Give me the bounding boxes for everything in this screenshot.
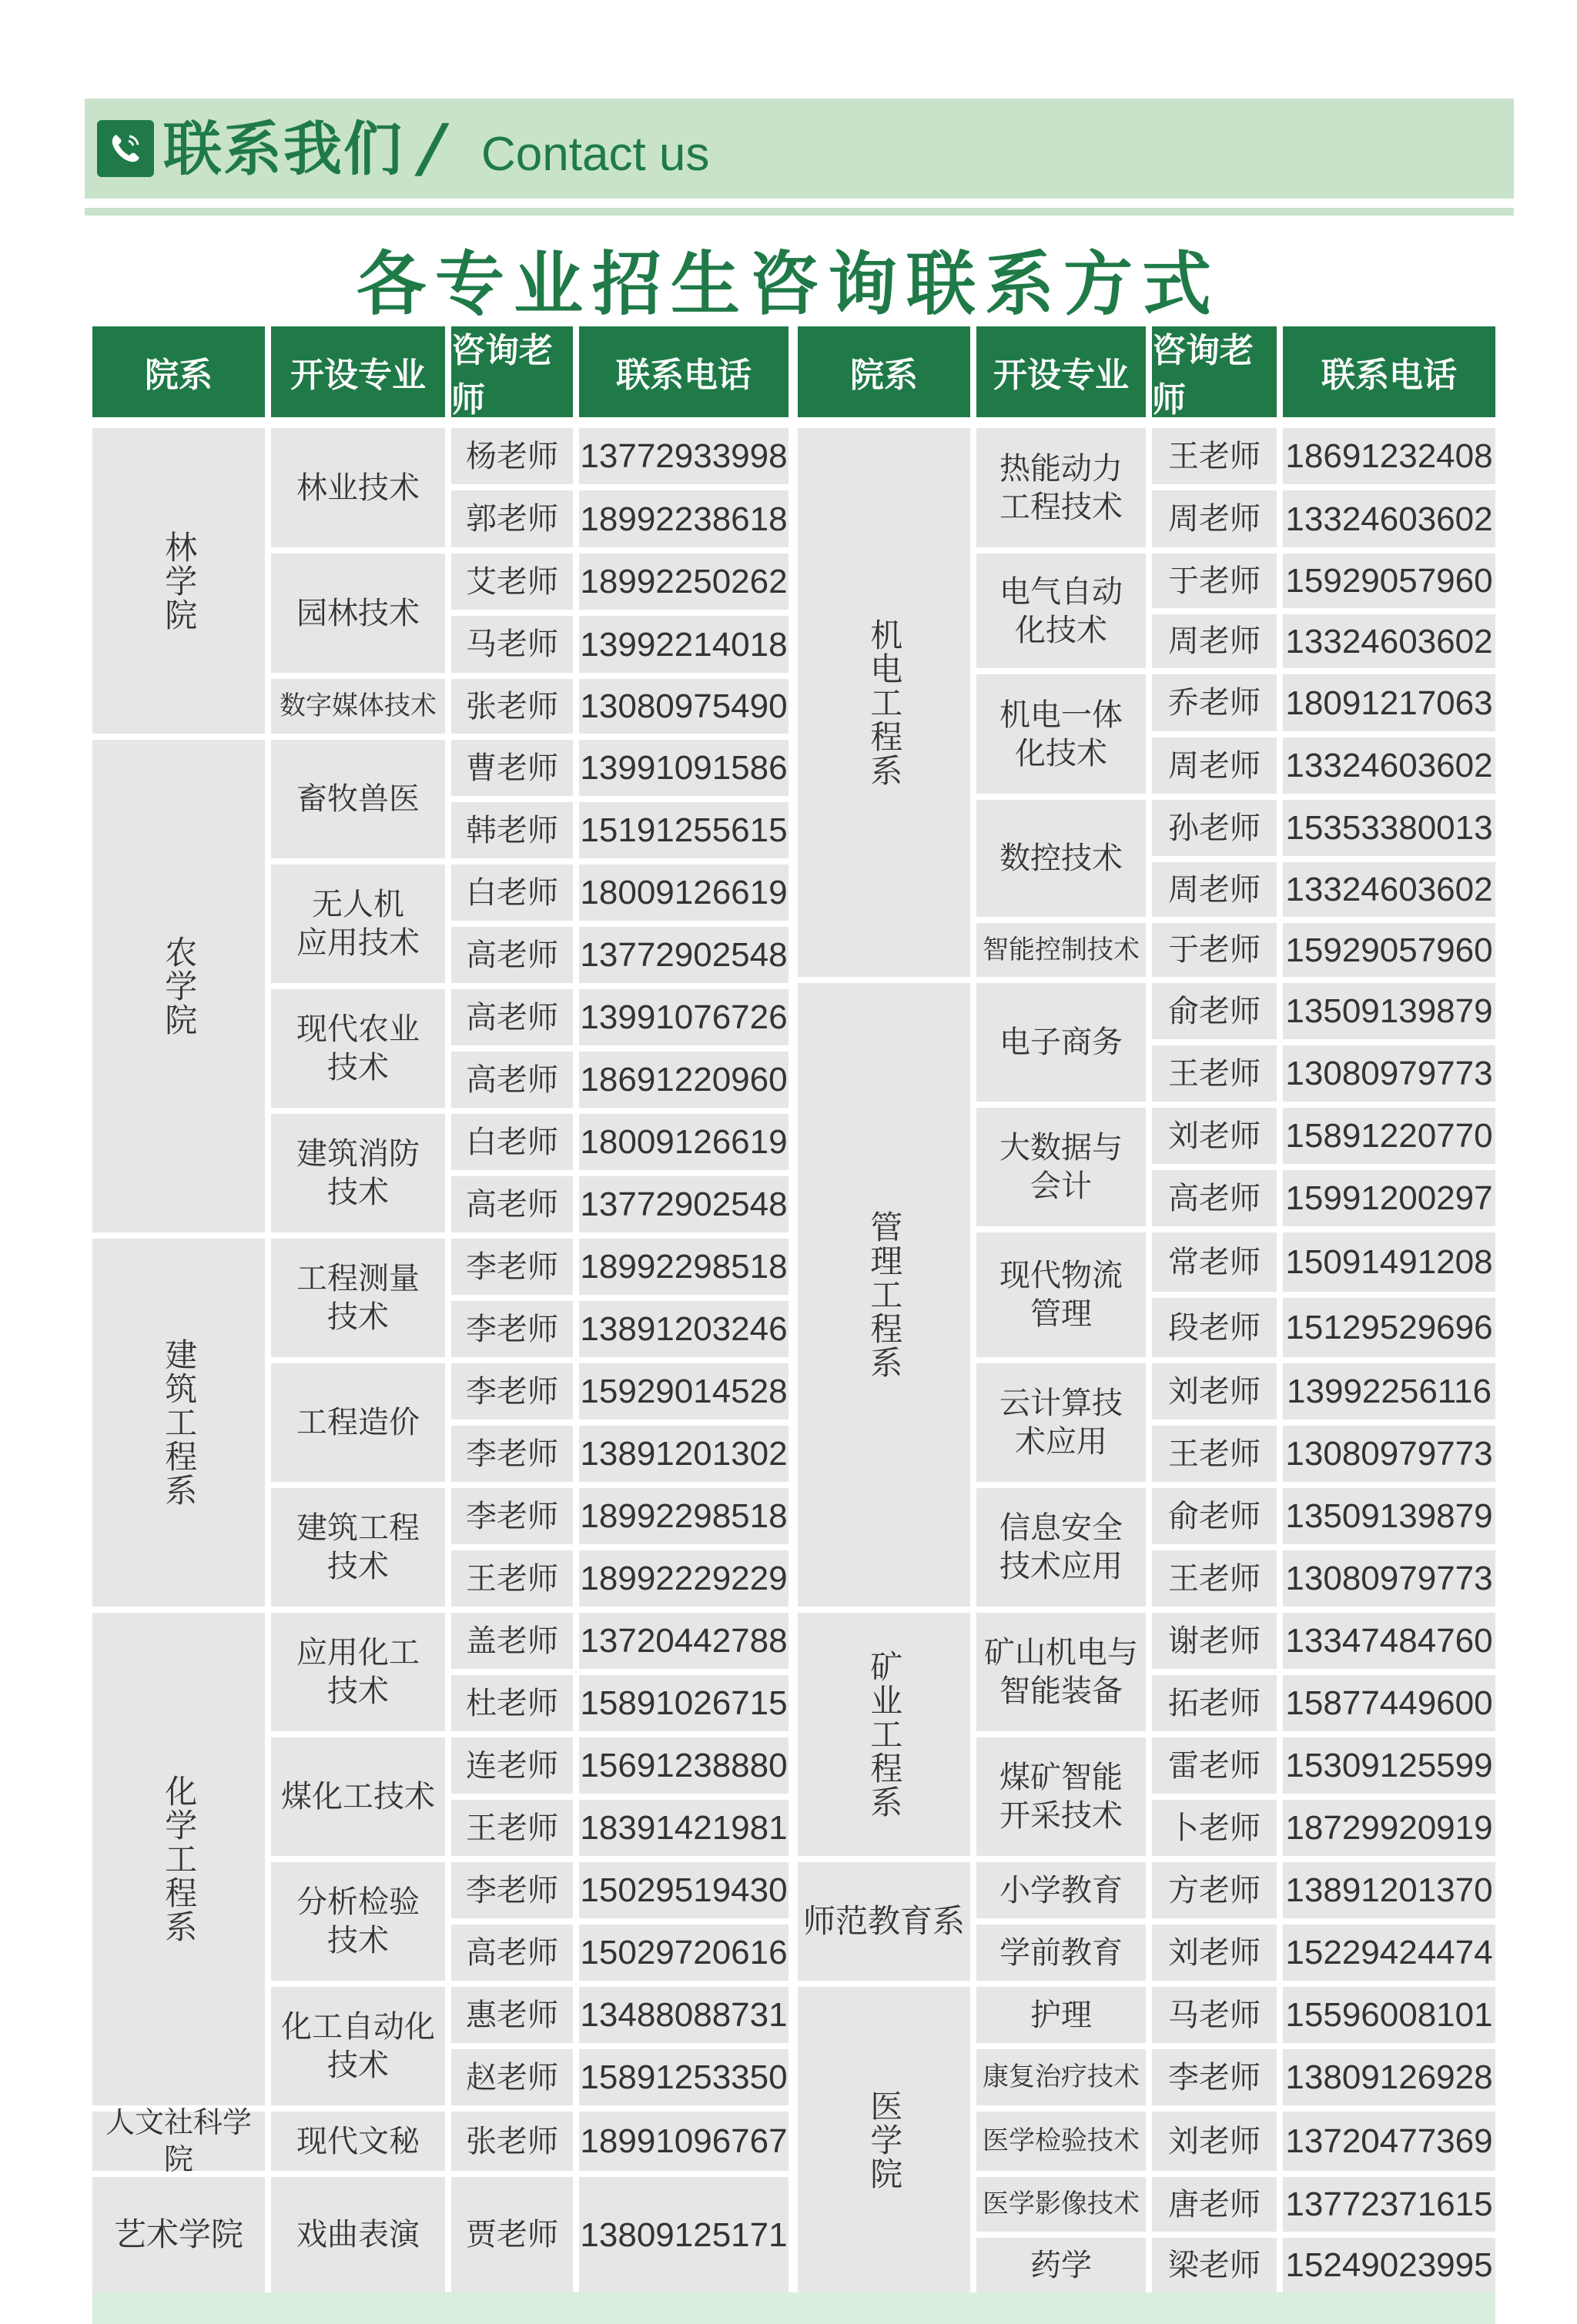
phone-cell[interactable]: 15229424474 [1283, 1924, 1495, 1981]
phone-cell[interactable]: 13080975490 [579, 679, 788, 734]
teacher-cell: 高老师 [451, 1176, 573, 1232]
phone-cell[interactable]: 13891201370 [1283, 1862, 1495, 1918]
teacher-cell: 韩老师 [451, 802, 573, 858]
phone-cell[interactable]: 13080979773 [1283, 1045, 1495, 1102]
teacher-cell: 孙老师 [1152, 800, 1277, 856]
teacher-cell: 雷老师 [1152, 1737, 1277, 1794]
teacher-cell: 马老师 [451, 616, 573, 673]
teacher-cell: 乔老师 [1152, 674, 1277, 731]
teacher-cell: 王老师 [1152, 1045, 1277, 1102]
phone-cell[interactable]: 15029519430 [579, 1862, 788, 1918]
teacher-cell: 赵老师 [451, 2049, 573, 2105]
teacher-cell: 方老师 [1152, 1862, 1277, 1918]
phone-cell[interactable]: 15691238880 [579, 1737, 788, 1794]
major-cell: 矿山机电与 智能装备 [976, 1613, 1146, 1731]
banner-divider [85, 208, 1514, 216]
phone-cell[interactable]: 13488088731 [579, 1987, 788, 2043]
phone-cell[interactable]: 15353380013 [1283, 800, 1495, 856]
major-cell: 热能动力 工程技术 [976, 428, 1146, 547]
department-cell: 林学院 [92, 428, 265, 734]
major-cell: 数控技术 [976, 800, 1146, 917]
phone-cell[interactable]: 15091491208 [1283, 1232, 1495, 1292]
phone-cell[interactable]: 18992298518 [579, 1239, 788, 1295]
phone-cell[interactable]: 13891201302 [579, 1426, 788, 1482]
header-major: 开设专业 [271, 326, 445, 417]
major-cell: 护理 [976, 1987, 1146, 2043]
phone-cell[interactable]: 13809125171 [579, 2177, 788, 2292]
teacher-cell: 贾老师 [451, 2177, 573, 2292]
teacher-cell: 周老师 [1152, 614, 1277, 668]
major-cell: 戏曲表演 [271, 2177, 445, 2292]
teacher-cell: 曹老师 [451, 740, 573, 796]
teacher-cell: 周老师 [1152, 737, 1277, 794]
phone-cell[interactable]: 13772371615 [1283, 2177, 1495, 2232]
phone-cell[interactable]: 15891220770 [1283, 1108, 1495, 1164]
department-cell: 师范教育系 [798, 1862, 970, 1981]
major-cell: 现代物流 管理 [976, 1232, 1146, 1357]
major-cell: 林业技术 [271, 428, 445, 547]
major-cell: 数字媒体技术 [271, 679, 445, 734]
phone-cell[interactable]: 13720442788 [579, 1613, 788, 1669]
major-cell: 电子商务 [976, 983, 1146, 1102]
phone-cell[interactable]: 13324603602 [1283, 490, 1495, 547]
major-cell: 大数据与 会计 [976, 1108, 1146, 1226]
phone-cell[interactable]: 15029720616 [579, 1924, 788, 1981]
major-cell: 学前教育 [976, 1924, 1146, 1981]
phone-cell[interactable]: 18992298518 [579, 1488, 788, 1544]
phone-cell[interactable]: 13509139879 [1283, 983, 1495, 1039]
header-department: 院系 [92, 326, 265, 417]
major-cell: 小学教育 [976, 1862, 1146, 1918]
teacher-cell: 王老师 [451, 1550, 573, 1607]
phone-cell[interactable]: 13772902548 [579, 1176, 788, 1232]
teacher-cell: 刘老师 [1152, 1924, 1277, 1981]
major-cell: 煤矿智能 开采技术 [976, 1737, 1146, 1856]
teacher-cell: 郭老师 [451, 490, 573, 547]
department-cell: 矿业工程系 [798, 1613, 970, 1856]
phone-cell[interactable]: 15929057960 [1283, 923, 1495, 977]
teacher-cell: 李老师 [1152, 2049, 1277, 2105]
department-cell: 医学院 [798, 1987, 970, 2292]
teacher-cell: 高老师 [451, 1052, 573, 1108]
phone-icon [97, 120, 154, 177]
teacher-cell: 李老师 [451, 1862, 573, 1918]
teacher-cell: 高老师 [451, 927, 573, 983]
teacher-cell: 李老师 [451, 1301, 573, 1357]
banner-title-cn: 联系我们 [163, 115, 403, 183]
phone-cell[interactable]: 13080979773 [1283, 1550, 1495, 1607]
major-cell: 现代农业 技术 [271, 989, 445, 1108]
teacher-cell: 王老师 [1152, 1550, 1277, 1607]
header-phone: 联系电话 [579, 326, 788, 417]
teacher-cell: 拓老师 [1152, 1675, 1277, 1731]
phone-cell[interactable]: 15877449600 [1283, 1675, 1495, 1731]
phone-cell[interactable]: 13720477369 [1283, 2112, 1495, 2171]
phone-cell[interactable]: 13992256116 [1283, 1363, 1495, 1419]
phone-cell[interactable]: 15991200297 [1283, 1170, 1495, 1226]
phone-cell[interactable]: 15129529696 [1283, 1298, 1495, 1357]
header-teacher: 咨询老师 [1152, 326, 1277, 417]
teacher-cell: 王老师 [1152, 428, 1277, 484]
phone-cell[interactable]: 15891026715 [579, 1675, 788, 1731]
header-teacher: 咨询老师 [451, 326, 573, 417]
teacher-cell: 惠老师 [451, 1987, 573, 2043]
teacher-cell: 白老师 [451, 864, 573, 921]
banner-title-en: Contact us [481, 128, 710, 181]
phone-cell[interactable]: 13509139879 [1283, 1488, 1495, 1544]
phone-cell[interactable]: 15309125599 [1283, 1737, 1495, 1794]
phone-cell[interactable]: 18991096767 [579, 2112, 788, 2171]
teacher-cell: 高老师 [1152, 1170, 1277, 1226]
teacher-cell: 李老师 [451, 1363, 573, 1419]
teacher-cell: 李老师 [451, 1488, 573, 1544]
major-cell: 建筑工程 技术 [271, 1488, 445, 1607]
phone-cell[interactable]: 15596008101 [1283, 1987, 1495, 2043]
department-cell: 农学院 [92, 740, 265, 1232]
major-cell: 应用化工 技术 [271, 1613, 445, 1731]
header-department: 院系 [798, 326, 970, 417]
teacher-cell: 高老师 [451, 1924, 573, 1981]
teacher-cell: 艾老师 [451, 553, 573, 610]
department-cell: 建筑工程系 [92, 1239, 265, 1607]
phone-cell[interactable]: 18992229229 [579, 1550, 788, 1607]
phone-cell[interactable]: 13992214018 [579, 616, 788, 673]
teacher-cell: 高老师 [451, 989, 573, 1045]
phone-cell[interactable]: 18992250262 [579, 553, 788, 610]
teacher-cell: 白老师 [451, 1114, 573, 1170]
teacher-cell: 刘老师 [1152, 2112, 1277, 2171]
major-cell: 云计算技 术应用 [976, 1363, 1146, 1482]
department-cell: 人文社科学院 [92, 2112, 265, 2171]
phone-cell[interactable]: 15191255615 [579, 802, 788, 858]
teacher-cell: 王老师 [1152, 1426, 1277, 1482]
teacher-cell: 常老师 [1152, 1232, 1277, 1292]
teacher-cell: 于老师 [1152, 553, 1277, 608]
header-phone: 联系电话 [1283, 326, 1495, 417]
phone-cell[interactable]: 18691220960 [579, 1052, 788, 1108]
phone-cell[interactable]: 13991091586 [579, 740, 788, 796]
header-major: 开设专业 [976, 326, 1146, 417]
phone-cell[interactable]: 18091217063 [1283, 674, 1495, 731]
teacher-cell: 梁老师 [1152, 2238, 1277, 2292]
phone-cell[interactable]: 13324603602 [1283, 862, 1495, 917]
major-cell: 化工自动化 技术 [271, 1987, 445, 2105]
major-cell: 分析检验 技术 [271, 1862, 445, 1981]
teacher-cell: 唐老师 [1152, 2177, 1277, 2232]
phone-cell[interactable]: 18729920919 [1283, 1800, 1495, 1856]
teacher-cell: 刘老师 [1152, 1108, 1277, 1164]
teacher-cell: 谢老师 [1152, 1613, 1277, 1669]
major-cell: 工程测量 技术 [271, 1239, 445, 1357]
phone-cell[interactable]: 13891203246 [579, 1301, 788, 1357]
phone-cell[interactable]: 18691232408 [1283, 428, 1495, 484]
teacher-cell: 连老师 [451, 1737, 573, 1794]
phone-cell[interactable]: 13324603602 [1283, 737, 1495, 794]
department-cell: 管理工程系 [798, 983, 970, 1607]
major-cell: 园林技术 [271, 553, 445, 673]
teacher-cell: 段老师 [1152, 1298, 1277, 1357]
major-cell: 现代文秘 [271, 2112, 445, 2171]
teacher-cell: 于老师 [1152, 923, 1277, 977]
teacher-cell: 俞老师 [1152, 983, 1277, 1039]
banner-slash: / [412, 110, 453, 186]
phone-cell[interactable]: 15249023995 [1283, 2238, 1495, 2292]
teacher-cell: 刘老师 [1152, 1363, 1277, 1419]
teacher-cell: 俞老师 [1152, 1488, 1277, 1544]
major-cell: 机电一体 化技术 [976, 674, 1146, 794]
phone-cell[interactable]: 13772902548 [579, 927, 788, 983]
major-cell: 畜牧兽医 [271, 740, 445, 858]
phone-cell[interactable]: 13324603602 [1283, 614, 1495, 668]
major-cell: 医学影像技术 [976, 2177, 1146, 2232]
teacher-cell: 王老师 [451, 1800, 573, 1856]
department-cell: 化学工程系 [92, 1613, 265, 2105]
phone-cell[interactable]: 13347484760 [1283, 1613, 1495, 1669]
phone-cell[interactable]: 15929057960 [1283, 553, 1495, 608]
phone-cell[interactable]: 18009126619 [579, 1114, 788, 1170]
teacher-cell: 李老师 [451, 1239, 573, 1295]
teacher-cell: 周老师 [1152, 490, 1277, 547]
phone-cell[interactable]: 13991076726 [579, 989, 788, 1045]
teacher-cell: 李老师 [451, 1426, 573, 1482]
major-cell: 工程造价 [271, 1363, 445, 1482]
phone-cell[interactable]: 15929014528 [579, 1363, 788, 1419]
major-cell: 建筑消防 技术 [271, 1114, 445, 1232]
phone-cell[interactable]: 18391421981 [579, 1800, 788, 1856]
teacher-cell: 杨老师 [451, 428, 573, 484]
phone-cell[interactable]: 18009126619 [579, 864, 788, 921]
teacher-cell: 马老师 [1152, 1987, 1277, 2043]
teacher-cell: 张老师 [451, 679, 573, 734]
major-cell: 康复治疗技术 [976, 2049, 1146, 2105]
department-cell: 艺术学院 [92, 2177, 265, 2292]
teacher-cell: 张老师 [451, 2112, 573, 2171]
major-cell: 药学 [976, 2238, 1146, 2292]
phone-cell[interactable]: 13809126928 [1283, 2049, 1495, 2105]
major-cell: 信息安全 技术应用 [976, 1488, 1146, 1607]
teacher-cell: 杜老师 [451, 1675, 573, 1731]
major-cell: 煤化工技术 [271, 1737, 445, 1856]
teacher-cell: 盖老师 [451, 1613, 573, 1669]
major-cell: 无人机 应用技术 [271, 864, 445, 983]
major-cell: 医学检验技术 [976, 2112, 1146, 2171]
phone-cell[interactable]: 18992238618 [579, 490, 788, 547]
phone-cell[interactable]: 13080979773 [1283, 1426, 1495, 1482]
department-cell: 机电工程系 [798, 428, 970, 977]
page-title: 各专业招生咨询联系方式 [357, 244, 1220, 325]
footer-bar [92, 2292, 1495, 2324]
teacher-cell: 周老师 [1152, 862, 1277, 917]
teacher-cell: 卜老师 [1152, 1800, 1277, 1856]
major-cell: 电气自动 化技术 [976, 553, 1146, 668]
major-cell: 智能控制技术 [976, 923, 1146, 977]
phone-cell[interactable]: 13772933998 [579, 428, 788, 484]
phone-cell[interactable]: 15891253350 [579, 2049, 788, 2105]
